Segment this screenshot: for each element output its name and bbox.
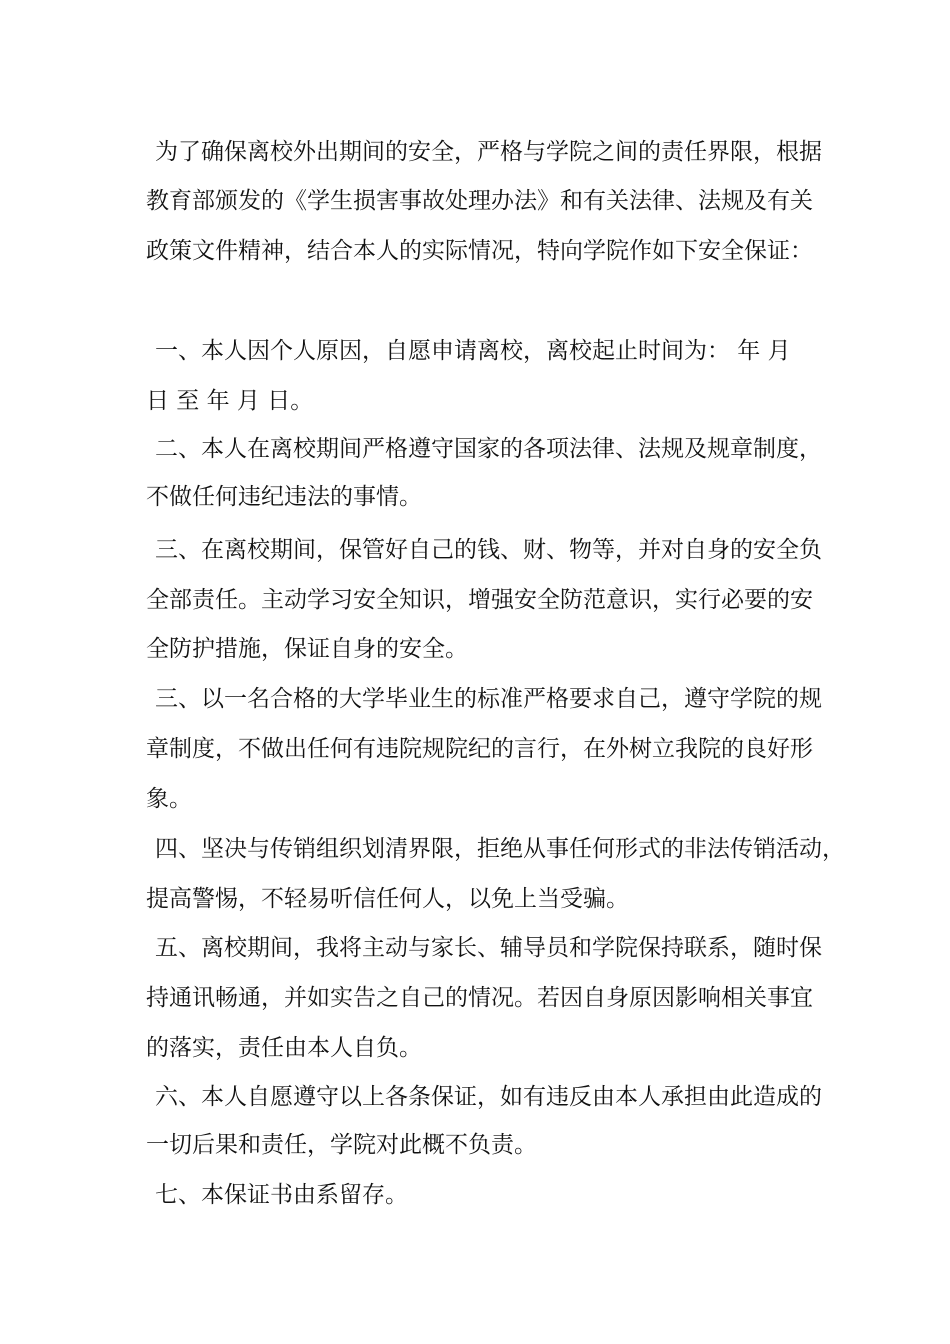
clause-line: 四、坚决与传销组织划清界限，拒绝从事任何形式的非法传销活动， [155,836,845,862]
clause-line: 全部责任。主动学习安全知识，增强安全防范意识，实行必要的安 [146,587,813,613]
clause-line: 三、以一名合格的大学毕业生的标准严格要求自己，遵守学院的规 [155,686,822,712]
clause-line: 不做任何违纪违法的事情。 [146,484,422,510]
clause-line: 一、本人因个人原因，自愿申请离校，离校起止时间为： 年 月 [155,338,791,364]
clause-line: 一切后果和责任，学院对此概不负责。 [146,1132,537,1158]
clause-line: 三、在离校期间，保管好自己的钱、财、物等，并对自身的安全负 [155,537,822,563]
intro-line: 为了确保离校外出期间的安全，严格与学院之间的责任界限，根据 [155,139,822,165]
clause-line: 七、本保证书由系留存。 [155,1182,408,1208]
clause-line: 全防护措施，保证自身的安全。 [146,636,468,662]
clause-line: 持通讯畅通，并如实告之自己的情况。若因自身原因影响相关事宜 [146,985,813,1011]
clause-line: 的落实，责任由本人自负。 [146,1035,422,1061]
clause-line: 章制度，不做出任何有违院规院纪的言行，在外树立我院的良好形 [146,736,813,762]
intro-line: 教育部颁发的《学生损害事故处理办法》和有关法律、法规及有关 [146,188,813,214]
clause-line: 二、本人在离校期间严格遵守国家的各项法律、法规及规章制度， [155,436,822,462]
clause-line: 象。 [146,786,192,812]
clause-line: 日 至 年 月 日。 [146,388,314,414]
clause-line: 五、离校期间，我将主动与家长、辅导员和学院保持联系，随时保 [155,935,822,961]
clause-line: 六、本人自愿遵守以上各条保证，如有违反由本人承担由此造成的 [155,1084,822,1110]
clause-line: 提高警惕，不轻易听信任何人，以免上当受骗。 [146,886,629,912]
intro-line: 政策文件精神，结合本人的实际情况，特向学院作如下安全保证： [146,238,813,264]
